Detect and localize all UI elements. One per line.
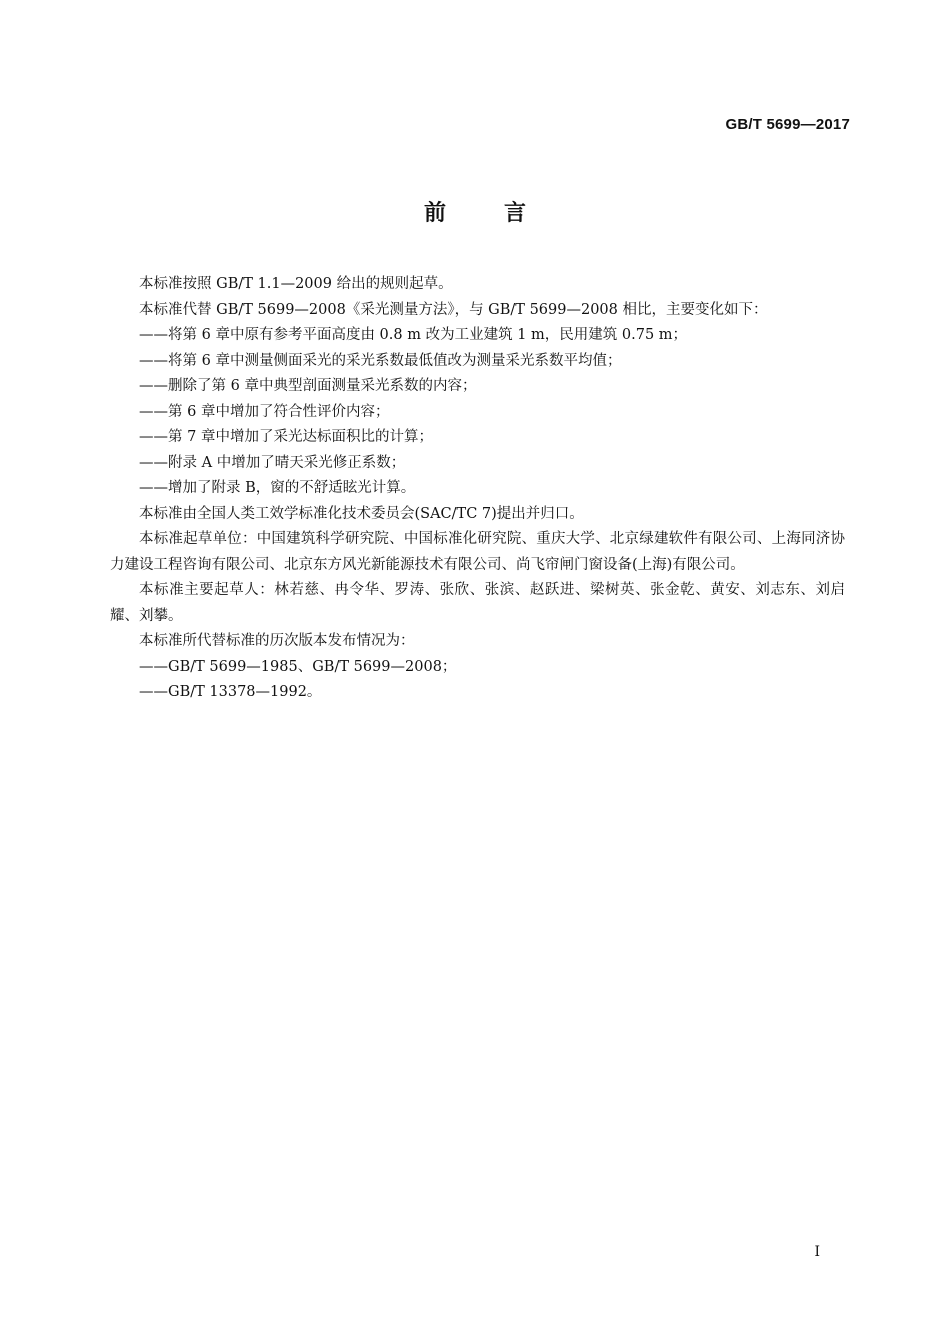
foreword-body bbox=[110, 272, 845, 706]
change-item: ——第 6 章中增加了符合性评价内容； bbox=[139, 403, 390, 420]
page-title: 前言 bbox=[423, 201, 584, 226]
change-item: ——附录 A 中增加了晴天采光修正系数； bbox=[139, 454, 406, 471]
change-item: ——将第 6 章中测量侧面采光的采光系数最低值改为测量采光系数平均值； bbox=[139, 352, 622, 369]
paragraph-history: 本标准所代替标准的历次版本发布情况为： bbox=[139, 633, 415, 649]
paragraph-drafters: 本标准主要起草人：林若慈、冉令华、罗涛、张欣、张滨、赵跃进、梁树英、张金乾、黄安、刘志东、刘启耀、刘攀。 bbox=[110, 582, 845, 624]
paragraph-drafting-rules: 本标准按照 GB/T 1.1—2009 给出的规则起草。 bbox=[139, 276, 453, 292]
change-item: ——增加了附录 B，窗的不舒适眩光计算。 bbox=[139, 480, 416, 496]
history-item: ——GB/T 5699—1985、GB/T 5699—2008； bbox=[139, 658, 457, 675]
change-item: ——第 7 章中增加了采光达标面积比的计算； bbox=[139, 429, 433, 445]
change-item: ——删除了第 6 章中典型剖面测量采光系数的内容； bbox=[139, 378, 477, 394]
history-item: ——GB/T 13378—1992。 bbox=[139, 684, 322, 700]
change-item: ——将第 6 章中原有参考平面高度由 0.8 m 改为工业建筑 1 m，民用建筑 0.75 m； bbox=[139, 327, 688, 343]
paragraph-drafting-units: 本标准起草单位：中国建筑科学研究院、中国标准化研究院、重庆大学、北京绿建软件有限公司、上海同济协力建设工程咨询有限公司、北京东方风光新能源技术有限公司、尚飞帘闸门窗设备(上海)有限公司。 bbox=[110, 531, 845, 573]
standard-code: GB/T 5699—2017 bbox=[725, 116, 850, 133]
page-number: I bbox=[814, 1244, 820, 1260]
paragraph-replaces: 本标准代替 GB/T 5699—2008《采光测量方法》，与 GB/T 5699—2008 相比，主要变化如下： bbox=[139, 301, 768, 318]
paragraph-proposer: 本标准由全国人类工效学标准化技术委员会(SAC/TC 7)提出并归口。 bbox=[139, 505, 584, 522]
